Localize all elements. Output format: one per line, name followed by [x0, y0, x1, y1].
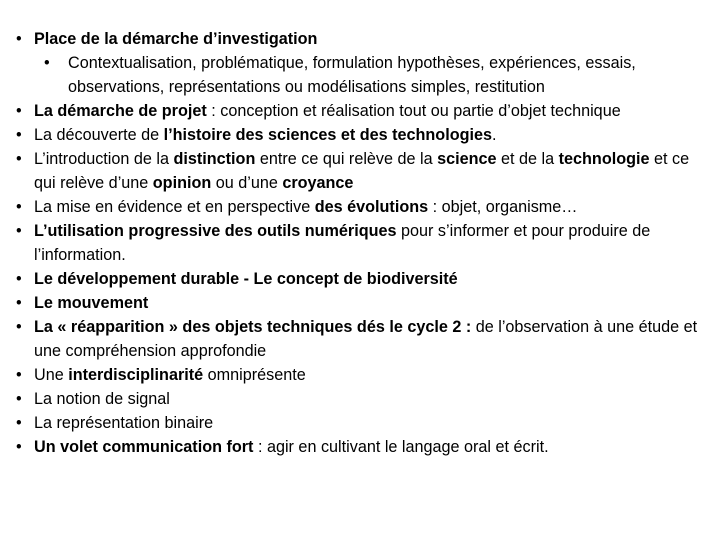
bold-text: distinction: [173, 150, 256, 168]
text: Contextualisation, problématique, formulation hypothèses, expériences, essais, observations, représentations ou modélisations simples, restitution: [68, 54, 636, 96]
list-item: [10, 315, 710, 363]
bold-text: Un volet communication fort: [34, 438, 254, 456]
text: et ce qui relève d’une: [34, 150, 690, 192]
bullet-icon: •: [16, 222, 22, 240]
bold-text: croyance: [282, 174, 354, 192]
text: pour s’informer et pour produire de l’information.: [34, 222, 651, 264]
bold-text: technologie: [558, 150, 650, 168]
bold-text: Le mouvement: [34, 294, 149, 312]
bullet-icon: •: [16, 414, 22, 432]
sub-list: [34, 51, 710, 99]
text: : conception et réalisation tout ou partie d’objet technique: [206, 102, 621, 120]
bullet-icon: •: [16, 294, 22, 312]
bold-text: L’utilisation progressive des outils numériques: [34, 222, 397, 240]
bold-text: La « réapparition » des objets techniques dés le cycle 2 :: [34, 318, 472, 336]
text: : agir en cultivant le langage oral et écrit.: [253, 438, 549, 456]
bullet-icon: •: [16, 366, 22, 384]
list-item: [10, 387, 710, 411]
text: : objet, organisme…: [428, 198, 578, 216]
list-item: [10, 435, 710, 459]
bold-text: l’histoire des sciences et des technologies: [163, 126, 492, 144]
bullet-list: [10, 27, 710, 459]
list-item: [10, 147, 710, 195]
text: La notion de signal: [34, 390, 170, 408]
list-item: [10, 99, 710, 123]
text: ou d’une: [211, 174, 283, 192]
list-item: [10, 219, 710, 267]
bold-text: Le développement durable - Le concept de biodiversité: [34, 270, 458, 288]
text: La représentation binaire: [34, 414, 214, 432]
bullet-icon: •: [16, 198, 22, 216]
bullet-icon: •: [16, 270, 22, 288]
bullet-icon: •: [16, 318, 22, 336]
bold-text: opinion: [152, 174, 212, 192]
list-item: [10, 411, 710, 435]
text: La découverte de: [34, 126, 164, 144]
bullet-icon: •: [16, 390, 22, 408]
text: de l’observation à une étude et une compréhension approfondie: [34, 318, 698, 360]
bold-text: interdisciplinarité: [68, 366, 204, 384]
sub-list-item: [34, 51, 710, 99]
list-item: [10, 267, 710, 291]
list-item: [10, 27, 710, 99]
bullet-icon: •: [44, 54, 50, 72]
text: omniprésente: [203, 366, 306, 384]
bold-text: des évolutions: [314, 198, 429, 216]
text: L’introduction de la: [34, 150, 174, 168]
bold-text: La démarche de projet: [34, 102, 207, 120]
bullet-icon: •: [16, 438, 22, 456]
bullet-icon: •: [16, 150, 22, 168]
bullet-icon: •: [16, 30, 22, 48]
list-item: [10, 123, 710, 147]
text: La mise en évidence et en perspective: [34, 198, 315, 216]
text: Une: [34, 366, 69, 384]
text: .: [491, 126, 497, 144]
list-item: [10, 363, 710, 387]
bold-text: Place de la démarche d’investigation: [34, 30, 318, 48]
text: et de la: [496, 150, 559, 168]
list-item: [10, 195, 710, 219]
bullet-icon: •: [16, 102, 22, 120]
bold-text: science: [437, 150, 497, 168]
list-item: [10, 291, 710, 315]
bullet-icon: •: [16, 126, 22, 144]
text: entre ce qui relève de la: [255, 150, 438, 168]
